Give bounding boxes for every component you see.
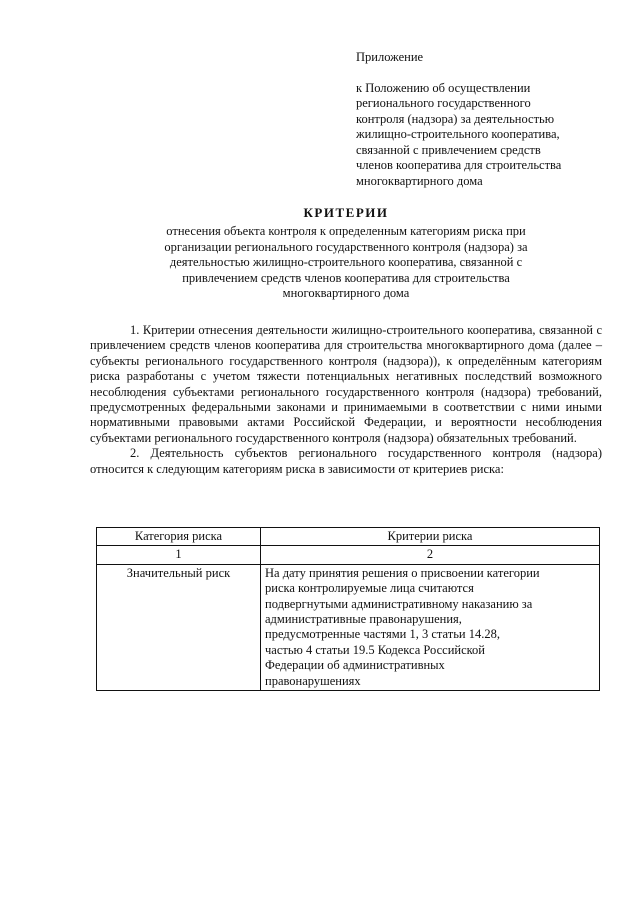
criteria-line: административные правонарушения, [265, 612, 462, 627]
criteria-line: правонарушениях [265, 673, 361, 688]
document-heading [90, 205, 602, 302]
criteria-line: риска контролируемые лица считаются [265, 581, 474, 596]
subtitle-line: деятельностью жилищно-строительного кооператива, связанной с [169, 255, 523, 269]
risk-criteria-cell [261, 564, 600, 690]
header-risk-category: Категория риска [97, 528, 261, 546]
column-number-2: 2 [261, 546, 600, 564]
appendix-line: членов кооператива для строительства [356, 158, 562, 172]
appendix-title: Приложение [356, 50, 424, 64]
criteria-line: Федерации об административных [265, 658, 445, 673]
table-header-row [97, 528, 600, 546]
document-body [90, 323, 602, 477]
table-number-row [97, 546, 600, 564]
table-row [97, 564, 600, 690]
appendix-line: регионального государственного [356, 96, 531, 110]
criteria-line: На дату принятия решения о присвоении категории [265, 565, 540, 580]
criteria-line: частью 4 статьи 19.5 Кодекса Российской [265, 642, 486, 657]
criteria-line: подвергнутыми административному наказанию за [265, 596, 533, 611]
appendix-line: многоквартирного дома [356, 173, 483, 188]
header-risk-criteria: Критерии риска [261, 528, 600, 546]
appendix-line: связанной с привлечением средств [356, 142, 541, 157]
appendix-line: жилищно-строительного кооператива, [356, 127, 560, 141]
appendix-block [356, 50, 616, 189]
appendix-line: к Положению об осуществлении [356, 80, 531, 95]
subtitle-line: привлечением средств членов кооператива для строительства [182, 270, 510, 285]
subtitle-line: организации регионального государственного контроля (надзора) за [164, 239, 528, 254]
document-title: КРИТЕРИИ [303, 205, 389, 220]
paragraph-2: 2. Деятельность субъектов регионального государственного контроля (надзора) относится к следующим категориям риска в зависимости от критериев риска: [90, 446, 602, 476]
paragraph-1: 1. Критерии отнесения деятельности жилищно-строительного кооператива, связанной с привлечением средств членов кооператива для строительства многоквартирного дома (далее – субъекты регионального государственного контроля (надзора)), к определённым категориям риска разработаны с учетом тяжести потенциальных негативных последствий возможного несоблюдения субъектами регионального государственного контроля (надзора) требований, предусмотренных федеральными законами и принимаемыми в соответствии с ними иными нормативными правовыми актами Российской Федерации, и вероятности несоблюдения субъектами регионального государственного контроля (надзора) обязательных требований. [90, 323, 602, 445]
risk-category-cell: Значительный риск [97, 564, 261, 690]
criteria-line: предусмотренные частями 1, 3 статьи 14.28, [265, 627, 500, 642]
subtitle-line: отнесения объекта контроля к определенным категориям риска при [166, 224, 526, 238]
appendix-line: контроля (надзора) за деятельностью [356, 111, 555, 126]
document-subtitle [90, 224, 602, 302]
subtitle-line: многоквартирного дома [282, 286, 410, 300]
column-number-1: 1 [97, 546, 261, 564]
risk-criteria-table [96, 527, 600, 691]
